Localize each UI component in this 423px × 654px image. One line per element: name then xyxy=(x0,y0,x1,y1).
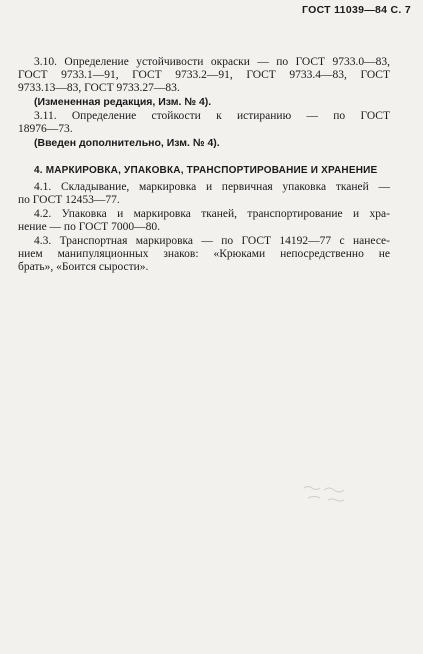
clause-3-11-line-1: 3.11. Определение стойкости к истиранию — по ГОСТ xyxy=(34,110,390,122)
section-4-title: 4. МАРКИРОВКА, УПАКОВКА, ТРАНСПОРТИРОВАНИЕ И ХРАНЕНИЕ xyxy=(34,165,378,176)
clause-3-10-line-3: 9733.13—83, ГОСТ 9733.27—83. xyxy=(18,82,180,94)
clause-3-11-line-2: 18976—73. xyxy=(18,123,73,135)
running-header: ГОСТ 11039—84 С. 7 xyxy=(301,4,411,16)
clause-4-2-line-2: нение — по ГОСТ 7000—80. xyxy=(18,221,160,233)
clause-4-2-line-1: 4.2. Упаковка и маркировка тканей, транспортирование и хра- xyxy=(34,208,390,220)
clause-3-11-amendment-note: (Введен дополнительно, Изм. № 4). xyxy=(34,137,220,149)
clause-4-3-line-1: 4.3. Транспортная маркировка — по ГОСТ 14192—77 с нанесе- xyxy=(34,235,390,247)
clause-3-10-amendment-note: (Измененная редакция, Изм. № 4). xyxy=(34,96,212,108)
clause-4-1-line-1: 4.1. Складывание, маркировка и первичная упаковка тканей — xyxy=(34,181,390,193)
clause-4-1-line-2: по ГОСТ 12453—77. xyxy=(18,194,120,206)
clause-3-10-line-2: ГОСТ 9733.1—91, ГОСТ 9733.2—91, ГОСТ 9733.4—83, ГОСТ xyxy=(18,69,390,81)
clause-4-3-line-3: брать», «Боится сырости». xyxy=(18,261,149,273)
clause-3-10-line-1: 3.10. Определение устойчивости окраски — по ГОСТ 9733.0—83, xyxy=(34,56,390,68)
clause-4-3-line-2: нием манипуляционных знаков: «Крюками непосредственно не xyxy=(18,248,390,260)
scan-artifact-mark xyxy=(300,480,360,510)
